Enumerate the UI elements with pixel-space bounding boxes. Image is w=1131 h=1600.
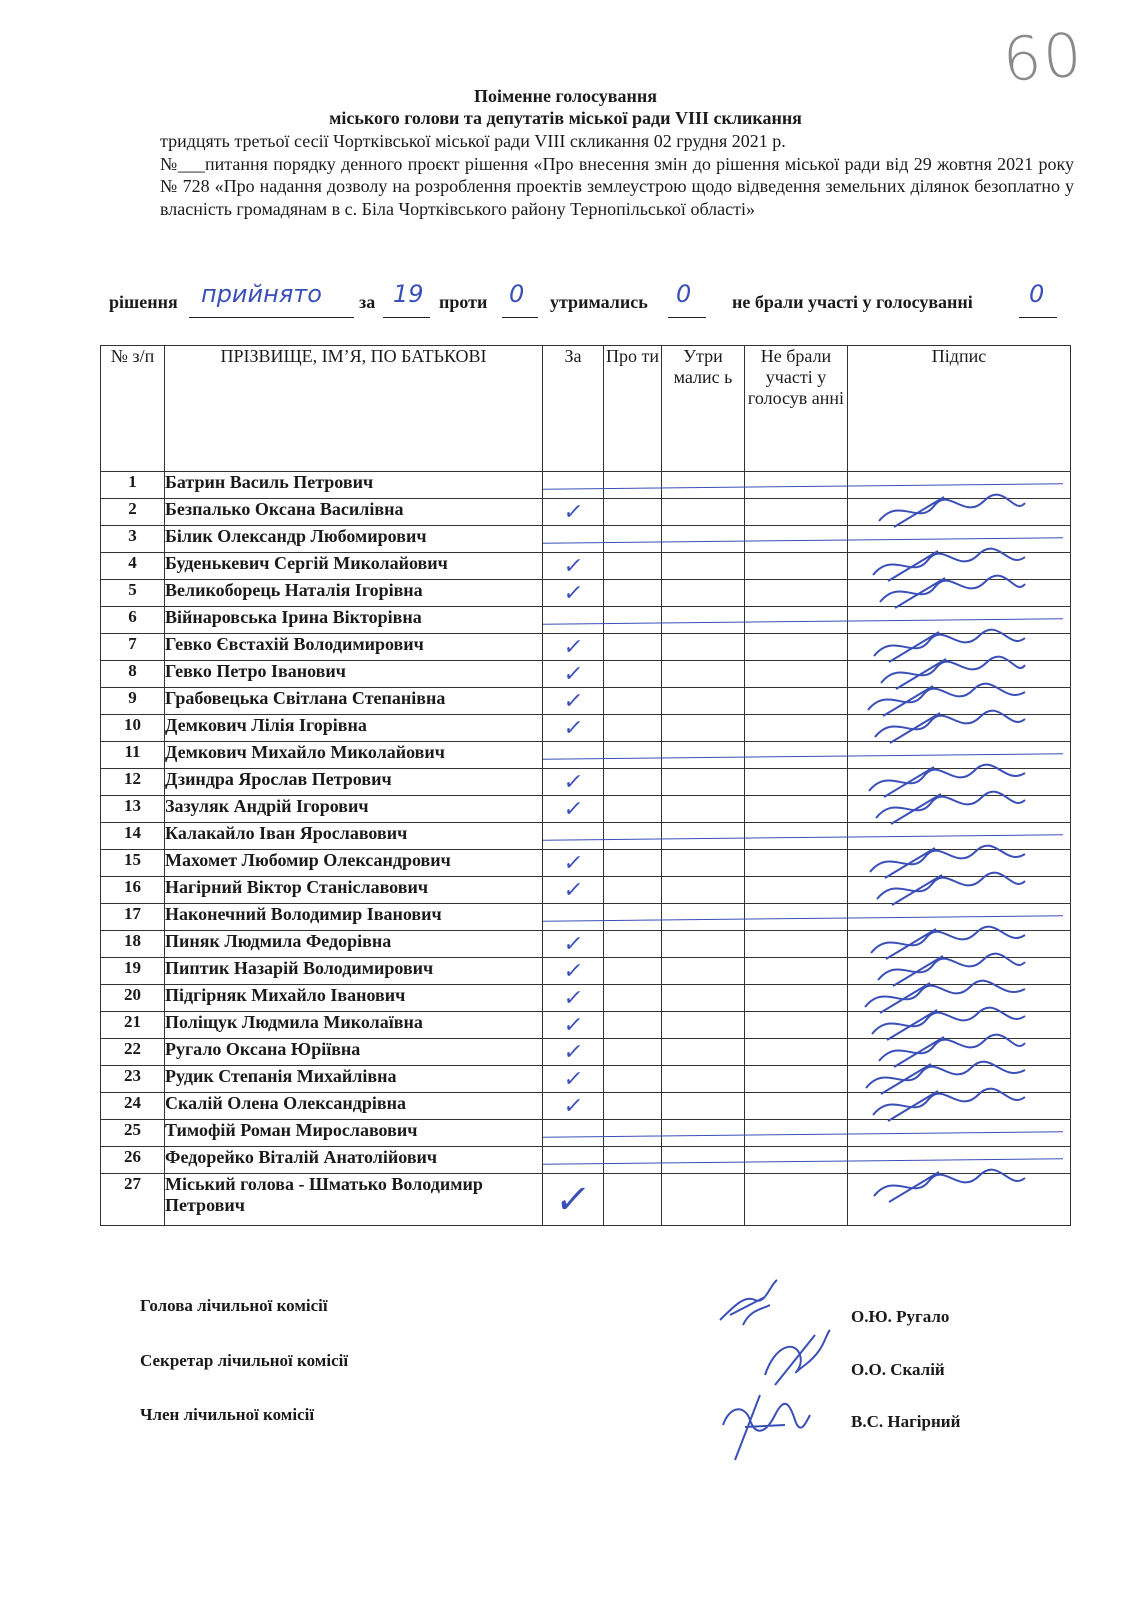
- page-number: 60: [1000, 20, 1086, 96]
- vote-for-cell: [543, 715, 604, 742]
- member-name: В.С. Нагірний: [851, 1412, 961, 1431]
- vote-for-cell: [543, 742, 604, 769]
- header-name: ПРІЗВИЩЕ, ІМ’Я, ПО БАТЬКОВІ: [165, 346, 543, 472]
- vote-for-cell: [543, 958, 604, 985]
- vote-not-voted-cell: [745, 688, 848, 715]
- for-count: 19: [393, 280, 424, 308]
- vote-not-voted-cell: [745, 715, 848, 742]
- row-number: 7: [101, 634, 165, 661]
- header-against: Про ти: [604, 346, 662, 472]
- deputy-name: Калакайло Іван Ярославович: [165, 823, 543, 850]
- row-number: 15: [101, 850, 165, 877]
- vote-abstained-cell: [662, 499, 745, 526]
- vote-for-cell: [543, 1147, 604, 1174]
- vote-for-cell: [543, 931, 604, 958]
- check-mark-icon: ✓: [561, 958, 585, 984]
- vote-for-cell: [543, 1174, 604, 1226]
- vote-abstained-cell: [662, 661, 745, 688]
- vote-for-cell: [543, 796, 604, 823]
- vote-not-voted-cell: [745, 553, 848, 580]
- vote-abstained-cell: [662, 688, 745, 715]
- vote-for-cell: [543, 1120, 604, 1147]
- check-mark-icon: ✓: [561, 715, 585, 741]
- vote-not-voted-cell: [745, 1093, 848, 1120]
- check-mark-icon: ✓: [561, 877, 585, 903]
- deputy-name: Демкович Лілія Ігорівна: [165, 715, 543, 742]
- table-row: [101, 877, 1071, 904]
- vote-abstained-cell: [662, 1174, 745, 1226]
- vote-for-cell: [543, 877, 604, 904]
- vote-against-cell: [604, 958, 662, 985]
- row-number: 8: [101, 661, 165, 688]
- row-number: 22: [101, 1039, 165, 1066]
- header-abstained: Утри малис ь: [662, 346, 745, 472]
- row-number: 18: [101, 931, 165, 958]
- vote-against-cell: [604, 661, 662, 688]
- vote-against-cell: [604, 904, 662, 931]
- vote-against-cell: [604, 823, 662, 850]
- agenda-item-text: №___питання порядку денного проєкт рішення «Про внесення змін до рішення міської ради від 29 жовтня 2021 року № 728 «Про надання дозволу на розроблення проектів землеустрою щодо відведення земельних ділянок безоплатно у власність громадянам в с. Біла Чортківського району Тернопільської області»: [160, 153, 1074, 219]
- vote-for-cell: [543, 688, 604, 715]
- vote-not-voted-cell: [745, 769, 848, 796]
- decision-value: прийнято: [201, 280, 322, 308]
- deputy-name: Рудик Степанія Михайлівна: [165, 1066, 543, 1093]
- vote-not-voted-cell: [745, 661, 848, 688]
- vote-against-cell: [604, 607, 662, 634]
- vote-against-cell: [604, 1120, 662, 1147]
- vote-for-cell: [543, 607, 604, 634]
- deputy-name: Гевко Євстахій Володимирович: [165, 634, 543, 661]
- check-mark-icon: ✓: [561, 850, 585, 876]
- deputy-name: Нагірний Віктор Станіславович: [165, 877, 543, 904]
- row-number: 12: [101, 769, 165, 796]
- row-number: 6: [101, 607, 165, 634]
- not-voted-label: не брали участі у голосуванні: [732, 292, 973, 312]
- signature-cell: [848, 499, 1071, 526]
- deputy-name: Ругало Оксана Юріївна: [165, 1039, 543, 1066]
- vote-for-cell: [543, 526, 604, 553]
- deputy-name: Міський голова - Шматько Володимир Петрович: [165, 1174, 543, 1226]
- row-number: 5: [101, 580, 165, 607]
- vote-abstained-cell: [662, 958, 745, 985]
- vote-for-cell: [543, 1039, 604, 1066]
- for-label: за: [359, 292, 376, 312]
- roll-call-table: [100, 345, 1071, 1226]
- vote-abstained-cell: [662, 904, 745, 931]
- vote-abstained-cell: [662, 634, 745, 661]
- deputy-name: Безпалько Оксана Василівна: [165, 499, 543, 526]
- vote-against-cell: [604, 688, 662, 715]
- check-mark-icon: ✓: [561, 985, 585, 1011]
- header-number: № з/п: [101, 346, 165, 472]
- vote-for-cell: [543, 1012, 604, 1039]
- vote-for-cell: [543, 499, 604, 526]
- vote-against-cell: [604, 1147, 662, 1174]
- vote-for-cell: [543, 580, 604, 607]
- deputy-name: Пиптик Назарій Володимирович: [165, 958, 543, 985]
- row-number: 4: [101, 553, 165, 580]
- check-mark-icon: ✓: [561, 553, 585, 579]
- abstained-label: утримались: [550, 292, 648, 312]
- vote-not-voted-cell: [745, 877, 848, 904]
- table-row: [101, 1120, 1071, 1147]
- vote-not-voted-cell: [745, 580, 848, 607]
- vote-for-cell: [543, 634, 604, 661]
- row-number: 27: [101, 1174, 165, 1226]
- vote-against-cell: [604, 526, 662, 553]
- check-mark-icon: ✓: [561, 661, 585, 687]
- vote-abstained-cell: [662, 553, 745, 580]
- vote-against-cell: [604, 1093, 662, 1120]
- vote-abstained-cell: [662, 1039, 745, 1066]
- header-not-voted: Не брали участі у голосув анні: [745, 346, 848, 472]
- vote-against-cell: [604, 850, 662, 877]
- deputy-name: Буденькевич Сергій Миколайович: [165, 553, 543, 580]
- vote-against-cell: [604, 877, 662, 904]
- document-subtitle: міського голови та депутатів міської ради VIII скликання: [329, 108, 802, 128]
- check-mark-icon: ✓: [561, 1039, 585, 1065]
- deputy-name: Пиняк Людмила Федорівна: [165, 931, 543, 958]
- row-number: 3: [101, 526, 165, 553]
- vote-not-voted-cell: [745, 931, 848, 958]
- check-mark-icon: ✓: [561, 688, 585, 714]
- vote-for-cell: [543, 1066, 604, 1093]
- vote-abstained-cell: [662, 985, 745, 1012]
- for-underline: [383, 316, 430, 318]
- vote-for-cell: [543, 472, 604, 499]
- deputy-name: Зазуляк Андрій Ігорович: [165, 796, 543, 823]
- vote-abstained-cell: [662, 1120, 745, 1147]
- vote-against-cell: [604, 1012, 662, 1039]
- vote-abstained-cell: [662, 850, 745, 877]
- handwritten-signature: [860, 1166, 1040, 1206]
- row-number: 24: [101, 1093, 165, 1120]
- check-mark-icon: ✓: [561, 1012, 585, 1038]
- deputy-name: Гевко Петро Іванович: [165, 661, 543, 688]
- vote-for-cell: [543, 850, 604, 877]
- abstained-count: 0: [676, 280, 692, 308]
- signature-cell: [848, 1093, 1071, 1120]
- vote-against-cell: [604, 472, 662, 499]
- vote-abstained-cell: [662, 1012, 745, 1039]
- vote-not-voted-cell: [745, 796, 848, 823]
- vote-abstained-cell: [662, 796, 745, 823]
- deputy-name: Демкович Михайло Миколайович: [165, 742, 543, 769]
- check-mark-icon: ✓: [561, 796, 585, 822]
- vote-abstained-cell: [662, 823, 745, 850]
- row-number: 19: [101, 958, 165, 985]
- check-mark-icon: ✓: [561, 580, 585, 606]
- vote-against-cell: [604, 1174, 662, 1226]
- table-row: [101, 580, 1071, 607]
- vote-abstained-cell: [662, 769, 745, 796]
- table-row: [101, 1093, 1071, 1120]
- vote-for-cell: [543, 823, 604, 850]
- secretary-name: О.О. Скалій: [851, 1360, 945, 1379]
- row-number: 25: [101, 1120, 165, 1147]
- signature-cell: [848, 1174, 1071, 1226]
- deputy-name: Поліщук Людмила Миколаївна: [165, 1012, 543, 1039]
- signature-cell: [848, 796, 1071, 823]
- table-row: [101, 1174, 1071, 1226]
- vote-against-cell: [604, 553, 662, 580]
- vote-abstained-cell: [662, 715, 745, 742]
- chair-name: О.Ю. Ругало: [851, 1307, 950, 1326]
- table-row: [101, 499, 1071, 526]
- deputy-name: Тимофій Роман Мирославович: [165, 1120, 543, 1147]
- vote-against-cell: [604, 769, 662, 796]
- chair-role: Голова лічильної комісії: [140, 1296, 328, 1315]
- check-mark-icon: ✓: [561, 931, 585, 957]
- vote-not-voted-cell: [745, 1066, 848, 1093]
- vote-abstained-cell: [662, 580, 745, 607]
- vote-for-cell: [543, 661, 604, 688]
- signature-cell: [848, 715, 1071, 742]
- vote-against-cell: [604, 715, 662, 742]
- row-number: 20: [101, 985, 165, 1012]
- vote-abstained-cell: [662, 742, 745, 769]
- row-number: 2: [101, 499, 165, 526]
- vote-for-cell: [543, 1093, 604, 1120]
- vote-against-cell: [604, 580, 662, 607]
- check-mark-icon: ✓: [552, 1176, 594, 1223]
- vote-abstained-cell: [662, 607, 745, 634]
- table-row: [101, 715, 1071, 742]
- vote-not-voted-cell: [745, 958, 848, 985]
- vote-not-voted-cell: [745, 850, 848, 877]
- decision-label: рішення: [109, 292, 178, 312]
- decision-underline: [189, 316, 354, 318]
- check-mark-icon: ✓: [561, 1093, 585, 1119]
- signature-cell: [848, 580, 1071, 607]
- deputy-name: Великоборець Наталія Ігорівна: [165, 580, 543, 607]
- vote-not-voted-cell: [745, 1174, 848, 1226]
- deputy-name: Федорейко Віталій Анатолійович: [165, 1147, 543, 1174]
- vote-against-cell: [604, 1039, 662, 1066]
- vote-against-cell: [604, 931, 662, 958]
- vote-against-cell: [604, 796, 662, 823]
- deputy-name: Батрин Василь Петрович: [165, 472, 543, 499]
- vote-against-cell: [604, 634, 662, 661]
- row-number: 21: [101, 1012, 165, 1039]
- member-signature: [715, 1385, 815, 1465]
- against-label: проти: [439, 292, 488, 312]
- deputy-name: Скалій Олена Олександрівна: [165, 1093, 543, 1120]
- check-mark-icon: ✓: [561, 769, 585, 795]
- vote-abstained-cell: [662, 1066, 745, 1093]
- row-number: 11: [101, 742, 165, 769]
- vote-for-cell: [543, 769, 604, 796]
- vote-result: [109, 280, 1069, 326]
- vote-abstained-cell: [662, 931, 745, 958]
- member-role: Член лічильної комісії: [140, 1405, 315, 1424]
- deputy-name: Підгірняк Михайло Іванович: [165, 985, 543, 1012]
- against-count: 0: [509, 280, 525, 308]
- header-signature: Підпис: [848, 346, 1071, 472]
- row-number: 14: [101, 823, 165, 850]
- row-number: 23: [101, 1066, 165, 1093]
- vote-abstained-cell: [662, 472, 745, 499]
- vote-for-cell: [543, 985, 604, 1012]
- document-title: Поіменне голосування: [473, 86, 658, 106]
- abstained-underline: [668, 316, 706, 318]
- deputy-name: Війнаровська Ірина Вікторівна: [165, 607, 543, 634]
- row-number: 26: [101, 1147, 165, 1174]
- session-line: тридцять третьої сесії Чортківської міської ради VIII скликання 02 грудня 2021 р.: [160, 131, 786, 151]
- vote-not-voted-cell: [745, 1039, 848, 1066]
- vote-against-cell: [604, 742, 662, 769]
- deputy-name: Грабовецька Світлана Степанівна: [165, 688, 543, 715]
- vote-against-cell: [604, 985, 662, 1012]
- vote-abstained-cell: [662, 526, 745, 553]
- row-number: 17: [101, 904, 165, 931]
- row-number: 9: [101, 688, 165, 715]
- vote-not-voted-cell: [745, 1012, 848, 1039]
- row-number: 13: [101, 796, 165, 823]
- vote-for-cell: [543, 553, 604, 580]
- check-mark-icon: ✓: [561, 634, 585, 660]
- deputy-name: Наконечний Володимир Іванович: [165, 904, 543, 931]
- row-number: 16: [101, 877, 165, 904]
- vote-not-voted-cell: [745, 985, 848, 1012]
- against-underline: [502, 316, 538, 318]
- vote-abstained-cell: [662, 877, 745, 904]
- vote-for-cell: [543, 904, 604, 931]
- signature-cell: [848, 1120, 1071, 1147]
- not-voted-count: 0: [1029, 280, 1045, 308]
- deputy-name: Білик Олександр Любомирович: [165, 526, 543, 553]
- vote-abstained-cell: [662, 1093, 745, 1120]
- check-mark-icon: ✓: [561, 499, 585, 525]
- deputy-name: Дзиндра Ярослав Петрович: [165, 769, 543, 796]
- secretary-role: Секретар лічильної комісії: [140, 1351, 349, 1370]
- signature-cell: [848, 877, 1071, 904]
- vote-abstained-cell: [662, 1147, 745, 1174]
- vote-not-voted-cell: [745, 499, 848, 526]
- vote-against-cell: [604, 499, 662, 526]
- header-for: За: [543, 346, 604, 472]
- row-number: 1: [101, 472, 165, 499]
- session-description: [160, 130, 1074, 220]
- row-number: 10: [101, 715, 165, 742]
- deputy-name: Махомет Любомир Олександрович: [165, 850, 543, 877]
- not-voted-underline: [1019, 316, 1057, 318]
- vote-against-cell: [604, 1066, 662, 1093]
- check-mark-icon: ✓: [561, 1066, 585, 1092]
- table-row: [101, 796, 1071, 823]
- vote-not-voted-cell: [745, 634, 848, 661]
